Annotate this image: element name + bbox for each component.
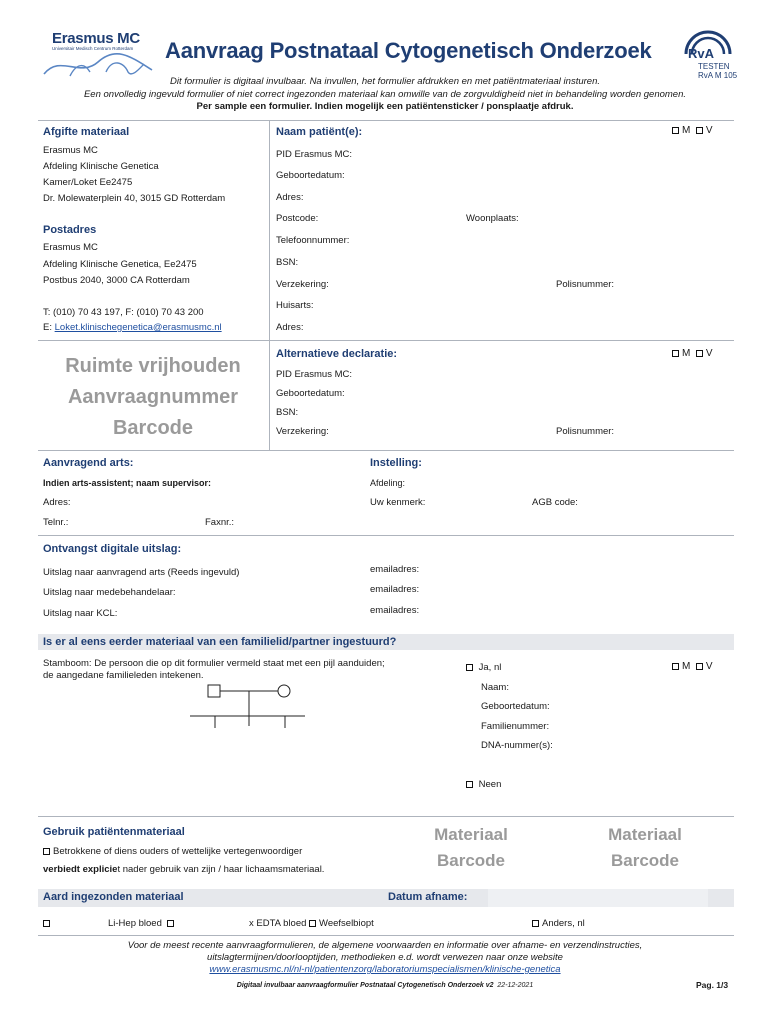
logo-subtitle: Universitair Medisch Centrum Rotterdam <box>52 46 134 51</box>
digitale-heading: Ontvangst digitale uitslag: <box>43 543 182 555</box>
edta-label: x EDTA bloed <box>249 918 307 929</box>
page-title: Aanvraag Postnataal Cytogenetisch Onderzoek <box>165 38 652 63</box>
materiaal-barcode-2 <box>574 822 716 874</box>
edta-option <box>249 918 374 929</box>
uitslag-medebehandelaar: Uitslag naar medebehandelaar: <box>43 587 176 598</box>
ja-option <box>466 662 501 673</box>
phone-fax: T: (010) 70 43 197, F: (010) 70 43 200 <box>43 307 204 318</box>
telefoon-label: Telefoonnummer: <box>276 235 350 246</box>
placeholder-line: Aanvraagnummer <box>67 386 239 408</box>
geboortedatum-label: Geboortedatum: <box>276 170 345 181</box>
email-label: emailadres: <box>370 605 420 616</box>
weefsel-checkbox[interactable] <box>309 920 316 927</box>
barcode-line: Barcode <box>436 851 506 870</box>
gebruik-bold: verbiedt explicie <box>43 864 118 875</box>
intro-line-1: Dit formulier is digitaal invulbaar. Na invullen, het formulier afdrukken en met patiëntmateriaal insturen. <box>170 76 600 87</box>
datum-afname-label: Datum afname: <box>388 891 468 903</box>
afgifte-line: Erasmus MC <box>43 145 98 156</box>
male-checkbox[interactable] <box>672 127 679 134</box>
alt-geboortedatum-label: Geboortedatum: <box>276 388 345 399</box>
familie-gender <box>672 661 713 672</box>
afgifte-line: Kamer/Loket Ee2475 <box>43 177 133 188</box>
footer-link-row <box>0 964 770 975</box>
familienummer-label: Familienummer: <box>481 721 550 732</box>
placeholder-line: Ruimte vrijhouden <box>65 355 241 377</box>
footer-line-1: Voor de meest recente aanvraagformulieren, de algemene voorwaarden en informatie over afname- en verzendinstructies, <box>127 940 643 951</box>
male-label: M <box>682 348 691 359</box>
divider <box>38 120 734 121</box>
huisarts-label: Huisarts: <box>276 300 314 311</box>
stamboom-line: Stamboom: De persoon die op dit formulier vermeld staat met een pijl aanduiden; <box>43 658 385 669</box>
materiaal-barcode-1 <box>400 822 542 874</box>
huisarts-adres-label: Adres: <box>276 322 304 333</box>
afgifte-line: Afdeling Klinische Genetica <box>43 161 159 172</box>
faxnr-label: Faxnr.: <box>205 517 235 528</box>
divider <box>38 535 734 536</box>
neen-option <box>466 779 501 790</box>
neen-label: Neen <box>478 779 502 790</box>
female-label: V <box>705 348 713 359</box>
anders-label: Anders, nl <box>542 918 585 929</box>
familie-heading: Is er al eens eerder materiaal van een familielid/partner ingestuurd? <box>43 636 397 648</box>
placeholder-line: Barcode <box>112 417 194 439</box>
weefsel-label: Weefselbiopt <box>319 918 374 929</box>
footer-line-2: uitslagtermijnen/doorlooptijden, methodieken e.d. wordt verwezen naar onze website <box>207 952 563 963</box>
alt-verzekering-label: Verzekering: <box>276 426 329 437</box>
barcode-line: Materiaal <box>608 825 682 844</box>
datum-afname-field[interactable] <box>488 889 708 907</box>
familie-geboortedatum-label: Geboortedatum: <box>481 701 550 712</box>
footer-small <box>0 982 770 989</box>
woonplaats-label: Woonplaats: <box>466 213 519 224</box>
anders-option <box>532 918 585 929</box>
email-link[interactable]: Loket.klinischegenetica@erasmusmc.nl <box>54 322 222 333</box>
male-label: M <box>682 661 691 672</box>
intro-line-2: Een onvolledig ingevuld formulier of niet correct ingezonden materiaal kan omwille van de zorgvuldigheid niet in behandeling worden genomen. <box>83 89 687 100</box>
lihep-option <box>108 918 177 929</box>
instelling-heading: Instelling: <box>370 457 422 469</box>
aard-heading: Aard ingezonden materiaal <box>43 891 184 903</box>
alternatieve-gender <box>672 348 713 359</box>
male-label: M <box>682 125 691 136</box>
email-label: emailadres: <box>370 564 420 575</box>
email-label: emailadres: <box>370 584 420 595</box>
pedigree-diagram <box>185 682 315 730</box>
agb-label: AGB code: <box>532 497 578 508</box>
lihep-checkbox[interactable] <box>167 920 174 927</box>
anders-checkbox[interactable] <box>532 920 539 927</box>
female-label: V <box>705 125 713 136</box>
uitslag-kcl: Uitslag naar KCL: <box>43 608 118 619</box>
kenmerk-label: Uw kenmerk: <box>370 497 426 508</box>
familie-naam-label: Naam: <box>481 682 509 693</box>
aard-row <box>43 918 53 929</box>
arts-adres-label: Adres: <box>43 497 71 508</box>
female-checkbox[interactable] <box>696 663 703 670</box>
divider <box>38 816 734 817</box>
telnr-label: Telnr.: <box>43 517 69 528</box>
barcode-line: Barcode <box>610 851 680 870</box>
neen-checkbox[interactable] <box>466 781 473 788</box>
supervisor-label: Indien arts-assistent; naam supervisor: <box>43 478 212 488</box>
female-checkbox[interactable] <box>696 127 703 134</box>
page-number: Pag. 1/3 <box>696 980 729 990</box>
postadres-line: Erasmus MC <box>43 242 98 253</box>
divider <box>38 450 734 451</box>
pid-label: PID Erasmus MC: <box>276 149 353 160</box>
gebruik-heading: Gebruik patiëntenmateriaal <box>43 826 185 838</box>
rva-line1: TESTEN <box>698 62 730 71</box>
postcode-label: Postcode: <box>276 213 319 224</box>
postadres-line: Afdeling Klinische Genetica, Ee2475 <box>43 259 197 270</box>
divider <box>38 935 734 936</box>
lihep-label: Li-Hep bloed <box>108 918 162 929</box>
barcode-line: Materiaal <box>434 825 508 844</box>
female-checkbox[interactable] <box>696 350 703 357</box>
aanvraagnummer-placeholder <box>38 351 268 444</box>
ja-checkbox[interactable] <box>466 664 473 671</box>
stamboom-line: de aangedane familieleden intekenen. <box>43 670 204 681</box>
polisnummer-label: Polisnummer: <box>556 279 615 290</box>
verbiedt-checkbox[interactable] <box>43 848 50 855</box>
arts-heading: Aanvragend arts: <box>43 457 134 469</box>
alt-pid-label: PID Erasmus MC: <box>276 369 353 380</box>
alternatieve-heading: Alternatieve declaratie: <box>276 348 398 360</box>
divider <box>38 340 734 341</box>
dna-label: DNA-nummer(s): <box>481 740 553 751</box>
afgifte-heading: Afgifte materiaal <box>43 126 130 138</box>
female-label: V <box>705 661 713 672</box>
erasmus-mc-logo <box>40 30 160 80</box>
bsn-label: BSN: <box>276 257 299 268</box>
afdeling-label: Afdeling: <box>370 478 406 488</box>
intro-line-3: Per sample een formulier. Indien mogelijk een patiëntensticker / ponsplaatje afdruk. <box>196 101 574 112</box>
footer-date: 22-12-2021 <box>497 982 534 989</box>
website-link[interactable]: www.erasmusmc.nl/nl-nl/patientenzorg/laboratoriumspecialismen/klinische-genetica <box>209 964 561 975</box>
verzekering-label: Verzekering: <box>276 279 329 290</box>
gebruik-line1: Betrokkene of diens ouders of wettelijke vertegenwoordiger <box>53 846 303 857</box>
postadres-line: Postbus 2040, 3000 CA Rotterdam <box>43 275 190 286</box>
patient-gender <box>672 125 713 136</box>
alt-bsn-label: BSN: <box>276 407 299 418</box>
divider <box>269 120 270 450</box>
email-prefix: E: <box>43 322 55 333</box>
uitslag-arts: Uitslag naar aanvragend arts (Reeds ingevuld) <box>43 567 240 578</box>
rva-line2: RvA M 105 <box>698 71 738 80</box>
svg-text:RvA: RvA <box>688 46 715 61</box>
checkbox[interactable] <box>43 920 50 927</box>
adres-label: Adres: <box>276 192 304 203</box>
gebruik-rest: t nader gebruik van zijn / haar lichaamsmateriaal. <box>117 864 325 875</box>
postadres-heading: Postadres <box>43 224 97 236</box>
ja-label: Ja, nl <box>478 662 502 673</box>
male-checkbox[interactable] <box>672 663 679 670</box>
gebruik-line <box>43 846 302 857</box>
patient-heading: Naam patiënt(e): <box>276 126 363 138</box>
footer-form-name: Digitaal invulbaar aanvraagformulier Postnataal Cytogenetisch Onderzoek v2 <box>236 982 494 989</box>
alt-polisnummer-label: Polisnummer: <box>556 426 615 437</box>
male-checkbox[interactable] <box>672 350 679 357</box>
logo-name: Erasmus MC <box>52 30 140 47</box>
email-row <box>43 322 222 333</box>
gebruik-line <box>43 864 324 875</box>
afgifte-line: Dr. Molewaterplein 40, 3015 GD Rotterdam <box>43 193 226 204</box>
